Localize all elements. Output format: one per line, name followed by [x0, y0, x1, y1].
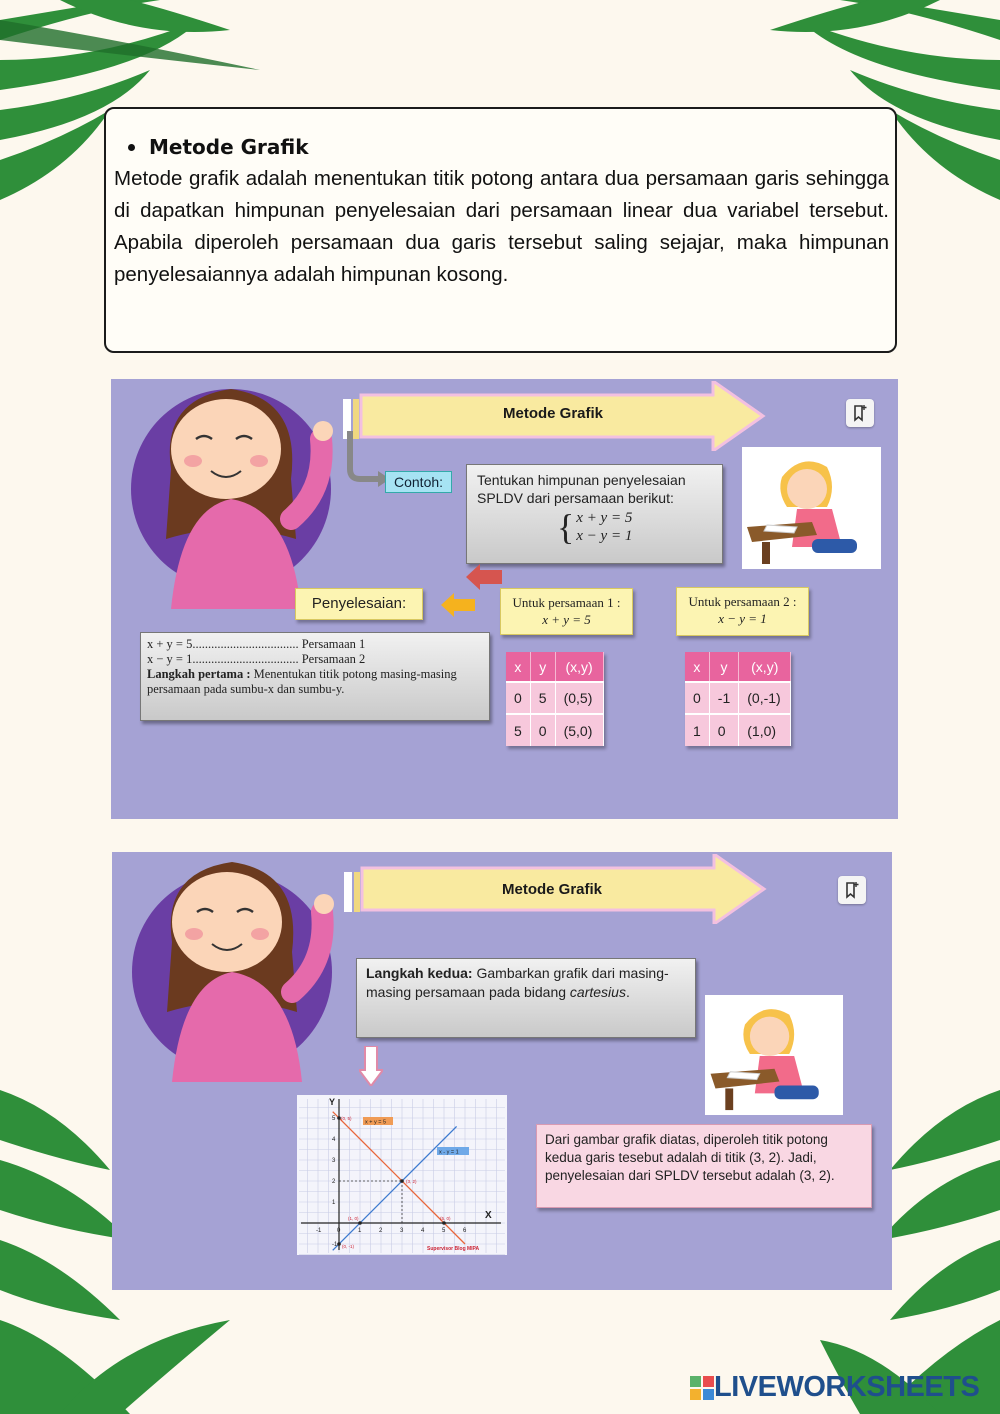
cell: 0 [530, 714, 555, 746]
heading: Metode Grafik [149, 135, 309, 159]
left-arrow-orange [441, 593, 475, 617]
untuk-1-eq: x + y = 5 [542, 612, 591, 627]
col-xy: (x,y) [555, 652, 603, 682]
slide-2 [112, 852, 892, 1290]
studying-girl-image [705, 995, 843, 1115]
untuk-persamaan-2-box [676, 587, 809, 636]
equation-1: x + y = 5 [576, 510, 633, 526]
cartesian-graph [297, 1095, 507, 1255]
cell: (5,0) [555, 714, 603, 746]
intro-paragraph: Metode grafik adalah menentukan titik potong antara dua persamaan garis sehingga di dapatkan himpunan penyelesaian dari persamaan linear dua variabel tersebut. Apabila diperoleh persamaan dua garis tersebut saling sejajar, maka himpunan penyelesaiannya adalah himpunan kosong. [114, 167, 889, 286]
untuk-1-label: Untuk persamaan 1 : [512, 595, 621, 610]
point-label-1-0: (1, 0) [348, 1216, 359, 1221]
tick-label-y: 1 [332, 1200, 336, 1206]
logo-text: LIVEWORKSHEETS [714, 1371, 980, 1403]
step-text [147, 667, 483, 697]
tick-label-x: 4 [421, 1228, 425, 1234]
left-arrow-red [466, 564, 502, 590]
point [442, 1221, 446, 1225]
cell: (0,-1) [739, 682, 791, 714]
point [400, 1179, 404, 1183]
studying-girl-image [742, 447, 881, 569]
contoh-label: Contoh: [385, 471, 452, 493]
step-italic: cartesius [569, 984, 626, 1000]
bookmark-icon[interactable] [838, 876, 866, 904]
step-desc: Gambarkan grafik dari masing-masing persamaan pada bidang [366, 965, 669, 1000]
col-y: y [530, 652, 555, 682]
cell: 0 [709, 714, 738, 746]
label-line-2: x - y = 1 [439, 1149, 459, 1156]
point-label-3-2: (3, 2) [406, 1179, 417, 1184]
step-bold: Langkah pertama : [147, 667, 251, 681]
cell: 5 [530, 682, 555, 714]
axis-label-y: Y [329, 1097, 336, 1107]
cartoon-girl-image [122, 852, 337, 1082]
bookmark-icon[interactable] [846, 399, 874, 427]
tick-label-y: 2 [332, 1179, 336, 1185]
down-arrow [359, 1046, 383, 1086]
graph-credit: Supervisor Blog MIPA [427, 1246, 480, 1252]
palm-leaf-bottom-center [60, 1320, 240, 1414]
cartoon-girl-image [121, 379, 336, 609]
tick-label-x: 5 [442, 1228, 446, 1234]
slide-title: Metode Grafik [502, 881, 603, 898]
question-line-1: Tentukan himpunan penyelesaian [477, 472, 686, 488]
conclusion-box: Dari gambar grafik diatas, diperoleh titik potong kedua garis tesebut adalah di titik (3, 2). Jadi, penyelesaian dari SPLDV tersebut adalah (3, 2). [536, 1124, 872, 1208]
intro-text-box [104, 107, 897, 353]
point-label-5-0: (5, 0) [440, 1216, 451, 1221]
col-x: x [506, 652, 530, 682]
cell: (1,0) [739, 714, 791, 746]
cell: 1 [685, 714, 709, 746]
tick-label-x: 1 [358, 1228, 362, 1234]
table-header-row [506, 652, 603, 682]
equation-system: { x + y = 5 x − y = 1 [557, 507, 633, 547]
col-x: x [685, 652, 709, 682]
slide-1 [111, 379, 898, 819]
untuk-2-eq: x − y = 1 [718, 611, 767, 626]
table-row [685, 682, 791, 714]
tick-label-x: 3 [400, 1228, 404, 1234]
axis-label-x: X [485, 1210, 492, 1221]
tick-label-y: -1 [332, 1242, 338, 1248]
tick-label-x: 6 [463, 1228, 467, 1234]
table-row [685, 714, 791, 746]
cell: (0,5) [555, 682, 603, 714]
langkah-pertama-box [140, 632, 490, 721]
untuk-2-label: Untuk persamaan 2 : [688, 594, 797, 609]
label-line-1: x + y = 5 [365, 1119, 387, 1126]
heading-bullet [128, 135, 889, 159]
point-label-0-m1: (0, -1) [342, 1244, 355, 1249]
untuk-persamaan-1-box [500, 588, 633, 635]
tick-label-y: 4 [332, 1137, 336, 1143]
cell: -1 [709, 682, 738, 714]
equation-2: x − y = 1 [576, 528, 633, 544]
step-desc: Menentukan titik potong masing-masing persamaan pada sumbu-x dan sumbu-y. [147, 667, 457, 696]
table-persamaan-1 [506, 652, 604, 746]
tick-label-y: 5 [332, 1116, 336, 1122]
penyelesaian-label [295, 588, 423, 620]
step-eq-1: x + y = 5.................................. Persamaan 1 [147, 637, 366, 651]
cell: 5 [506, 714, 530, 746]
point [337, 1242, 341, 1246]
table-header-row [685, 652, 791, 682]
table-row [506, 714, 603, 746]
step-eq-2: x − y = 1.................................. Persamaan 2 [147, 652, 366, 666]
tick-label-x: 0 [337, 1228, 341, 1234]
point-label-0-5: (0, 5) [341, 1116, 352, 1121]
slide-title: Metode Grafik [503, 405, 604, 422]
table-persamaan-2 [685, 652, 791, 746]
question-box [466, 464, 723, 564]
langkah-kedua-box [356, 958, 696, 1038]
table-row [506, 682, 603, 714]
tick-label-y: 3 [332, 1158, 336, 1164]
question-line-2: SPLDV dari persamaan berikut: [477, 490, 674, 506]
col-y: y [709, 652, 738, 682]
penyelesaian-text: Penyelesaian: [311, 595, 407, 612]
liveworksheets-logo [690, 1371, 979, 1404]
cell: 0 [506, 682, 530, 714]
cell: 0 [685, 682, 709, 714]
point [358, 1221, 362, 1225]
col-xy: (x,y) [739, 652, 791, 682]
tick-label-x: 2 [379, 1228, 383, 1234]
step-end: . [625, 984, 630, 1000]
tick-label-x: -1 [316, 1228, 322, 1234]
bullet-dot [128, 144, 135, 151]
step-bold: Langkah kedua: [366, 965, 473, 981]
logo-grid-icon [690, 1376, 714, 1400]
